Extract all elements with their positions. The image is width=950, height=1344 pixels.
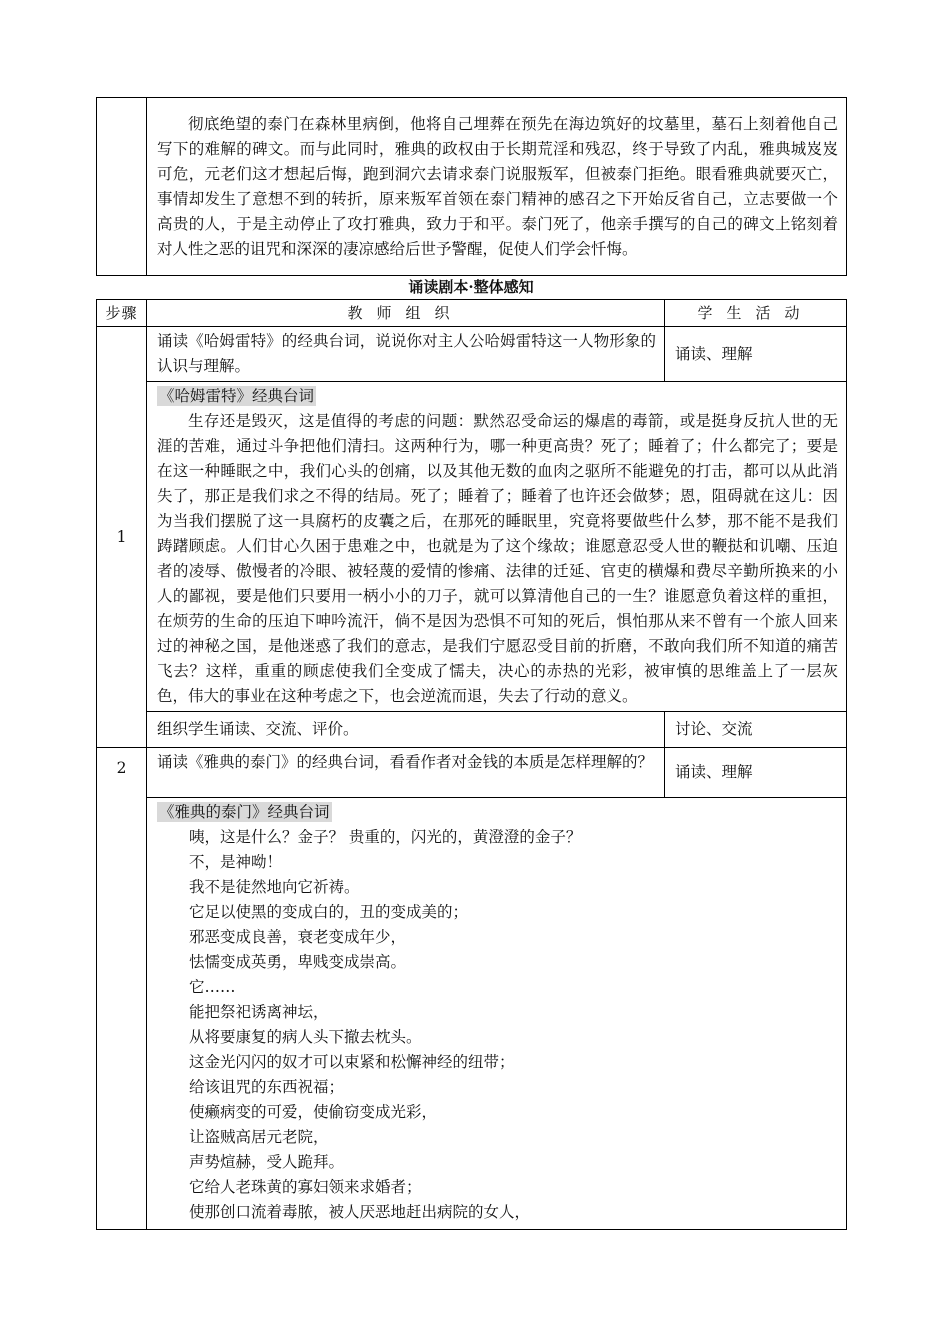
poem-line: 给该诅咒的东西祝福； <box>189 1078 345 1096</box>
step-2-excerpt-title: 《雅典的泰门》经典台词 <box>159 803 330 821</box>
step-1-task-activity: 诵读、理解 <box>665 327 847 382</box>
step-1-excerpt <box>147 382 847 712</box>
poem-line: 它足以使黑的变成白的，丑的变成美的； <box>189 903 469 921</box>
header-student: 学生活动 <box>665 300 847 327</box>
poem-line: 它给人老珠黄的寡妇领来求婚者； <box>189 1178 422 1196</box>
step-1-excerpt-title: 《哈姆雷特》经典台词 <box>159 387 315 405</box>
poem-line: 怯懦变成英勇，卑贱变成崇高。 <box>189 953 407 971</box>
header-teacher: 教师组织 <box>147 300 665 327</box>
step-2-excerpt <box>147 798 847 1230</box>
step-1-task-row <box>97 327 847 382</box>
header-step: 步骤 <box>97 300 147 327</box>
poem-line: 它…… <box>189 978 236 996</box>
step-1-excerpt-text: 生存还是毁灭，这是值得的考虑的问题：默然忍受命运的爆虐的毒箭，或是挺身反抗人世的无涯的苦难，通过斗争把他们清扫。这两种行为，哪一种更高贵？死了；睡着了；什么都完了；要是在这一种睡眠之中，我们心头的创痛，以及其他无数的血肉之驱所不能避免的打击，都可以从此消失了，那正是我们求之不得的结局。死了；睡着了；睡着了也许还会做梦；恩，阻碍就在这儿：因为当我们摆脱了这一具腐朽的皮囊之后，在那死的睡眠里，究竟将要做些什么梦，那不能不是我们踌躇顾虑。人们甘心久困于患难之中，也就是为了这个缘故；谁愿意忍受人世的鞭挞和讥嘲、压迫者的凌辱、傲慢者的冷眼、被轻蔑的爱情的惨痛、法律的迁延、官吏的横爆和费尽辛勤所换来的小人的鄙视，要是他们只要用一柄小小的刀子，就可以算清他自己的一生？谁愿意负着这样的重担，在烦劳的生命的压迫下呻吟流汗，倘不是因为恐惧不可知的死后，惧怕那从来不曾有一个旅人回来过的神秘之国，是他迷惑了我们的意志，是我们宁愿忍受目前的折磨，不敢向我们所不知道的痛苦飞去？这样，重重的顾虑使我们全变成了懦夫，决心的赤热的光彩，被审慎的思维盖上了一层灰色，伟大的事业在这种考虑之下，也会逆流而退，失去了行动的意义。 <box>157 412 838 705</box>
step-1-followup-row <box>97 712 847 748</box>
synopsis-table <box>96 97 847 276</box>
step-2-excerpt-row <box>97 798 847 1230</box>
poem-line: 能把祭祀诱离神坛， <box>189 1003 329 1021</box>
poem-line: 声势煊赫，受人跪拜。 <box>189 1153 345 1171</box>
step-1-number: 1 <box>97 327 147 748</box>
poem-line: 不，是神呦！ <box>189 853 283 871</box>
poem-line: 使癞病变的可爱，使偷窃变成光彩， <box>189 1103 438 1121</box>
step-2-task-activity: 诵读、理解 <box>665 748 847 798</box>
step-1-followup-activity: 讨论、交流 <box>665 712 847 748</box>
poem-line: 使那创口流着毒脓，被人厌恶地赶出病院的女人， <box>189 1203 531 1221</box>
synopsis-text: 彻底绝望的泰门在森林里病倒，他将自己埋葬在预先在海边筑好的坟墓里，墓石上刻着他自己写下的难解的碑文。而与此同时，雅典的政权由于长期荒淫和残忍，终于导致了内乱，雅典城岌岌可危，元老们这才想起后悔，跑到洞穴去请求泰门说服叛军，但被泰门拒绝。眼看雅典就要灭亡，事情却发生了意想不到的转折，原来叛军首领在泰门精神的感召之下开始反省自己，立志要做一个高贵的人，于是主动停止了攻打雅典，致力于和平。泰门死了，他亲手撰写的自己的碑文上铭刻着对人性之恶的诅咒和深深的凄凉感给后世予警醒，促使人们学会忏悔。 <box>147 98 847 276</box>
poem-line: 从将要康复的病人头下撤去枕头。 <box>189 1028 422 1046</box>
synopsis-blank-cell <box>97 98 147 276</box>
poem-line: 我不是徒然地向它祈祷。 <box>189 878 360 896</box>
poem-line: 咦，这是什么？金子？ 贵重的，闪光的，黄澄澄的金子？ <box>189 828 582 846</box>
step-2-task-row <box>97 748 847 798</box>
step-1-followup: 组织学生诵读、交流、评价。 <box>147 712 665 748</box>
poem-line: 让盗贼高居元老院， <box>189 1128 329 1146</box>
step-1-task: 诵读《哈姆雷特》的经典台词，说说你对主人公哈姆雷特这一人物形象的认识与理解。 <box>147 327 665 382</box>
step-2-task: 诵读《雅典的泰门》的经典台词，看看作者对金钱的本质是怎样理解的？ <box>147 748 665 798</box>
poem-line: 邪恶变成良善，衰老变成年少， <box>189 928 407 946</box>
step-1-excerpt-row <box>97 382 847 712</box>
section-title: 诵读剧本·整体感知 <box>408 278 534 296</box>
table-header-row <box>97 300 847 327</box>
step-2-poem <box>157 825 838 1225</box>
step-2-number: 2 <box>97 748 147 1230</box>
lesson-table <box>96 299 847 1230</box>
poem-line: 这金光闪闪的奴才可以束紧和松懈神经的纽带； <box>189 1053 515 1071</box>
